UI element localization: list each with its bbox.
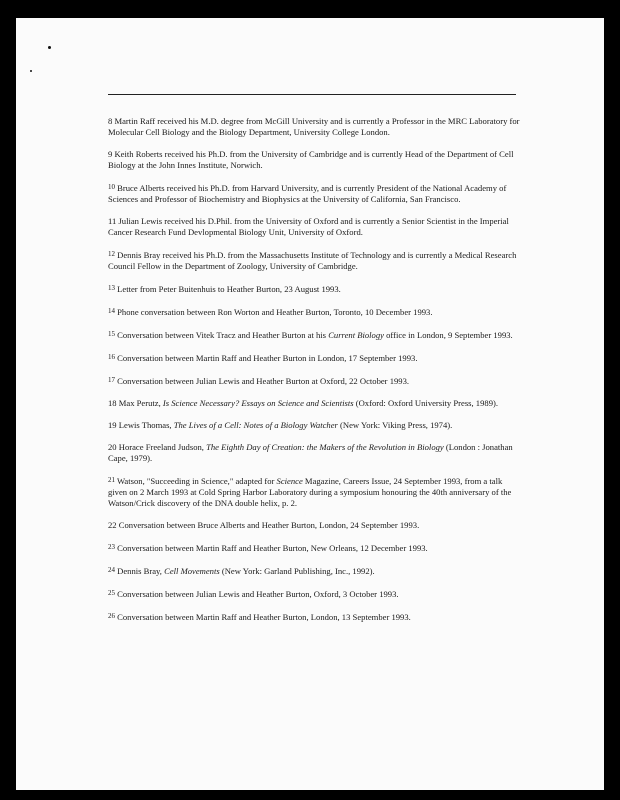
endnote-text: Max Perutz, [118,398,163,408]
endnote-text: Keith Roberts received his Ph.D. from the University of Cambridge and is currently Head of the Department of Cell Biology at the John Innes Institute, Norwich. [108,149,514,170]
endnote-20 [108,442,520,464]
endnote-number: 11 [108,216,117,226]
endnote-text: Dennis Bray received his Ph.D. from the Massachusetts Institute of Technology and is currently a Medical Research Council Fellow in the Department of Zoology, University of Cambridge. [108,250,517,271]
endnote-number: 9 [108,149,113,159]
endnote-number: 12 [108,250,115,258]
endnote-title: Current Biology [328,330,384,340]
endnote-text: Magazine, Careers Issue, 24 September 1993, from a talk given on 2 March 1993 at Cold Spring Harbor Laboratory during a symposium honouring the 40th anniversary of the Watson/Crick discovery of the DNA double helix, p. 2. [108,476,512,508]
endnote-12 [108,249,520,272]
endnote-26 [108,611,520,623]
endnote-number: 18 [108,398,117,408]
endnote-text: Conversation between Martin Raff and Heather Burton in London, 17 September 1993. [117,353,418,363]
endnote-number: 13 [108,284,115,292]
endnote-text: Letter from Peter Buitenhuis to Heather Burton, 23 August 1993. [117,284,341,294]
endnote-text: Conversation between Martin Raff and Heather Burton, London, 13 September 1993. [117,612,411,622]
endnote-number: 26 [108,612,115,620]
endnote-title: The Eighth Day of Creation: the Makers of the Revolution in Biology [206,442,444,452]
endnote-title: The Lives of a Cell: Notes of a Biology Watcher [173,420,338,430]
endnote-17 [108,375,520,387]
endnote-11 [108,216,520,238]
endnote-number: 15 [108,330,115,338]
endnote-text: Martin Raff received his M.D. degree from McGill University and is currently a Professor in the MRC Laboratory for Molecular Cell Biology and the Biology Department, University College London. [108,116,520,137]
endnote-text: Julian Lewis received his D.Phil. from the University of Oxford and is currently a Senior Scientist in the Imperial Cancer Research Fund Devlopmental Biology Unit, University of Oxford. [108,216,509,237]
scan-speck [48,46,51,49]
endnote-15 [108,329,520,341]
endnote-text: Horace Freeland Judson, [118,442,207,452]
endnote-8 [108,116,520,138]
endnote-number: 25 [108,589,115,597]
endnote-title: Cell Movements [164,566,220,576]
endnote-number: 8 [108,116,113,126]
endnote-number: 24 [108,566,115,574]
endnote-number: 22 [108,520,117,530]
endnote-number: 21 [108,476,115,484]
endnote-14 [108,306,520,318]
endnote-25 [108,588,520,600]
endnote-text: Conversation between Martin Raff and Heather Burton, New Orleans, 12 December 1993. [117,543,428,553]
endnote-text: Conversation between Julian Lewis and Heather Burton at Oxford, 22 October 1993. [117,376,410,386]
endnote-text: (London : Jonathan Cape, 1979). [108,442,513,463]
endnote-number: 17 [108,376,115,384]
document-page [16,18,604,790]
endnote-number: 19 [108,420,117,430]
endnote-text: Bruce Alberts received his Ph.D. from Harvard University, and is currently President of the National Academy of Sciences and Professor of Biochemistry and Biophysics at the University of California, San Francisco. [108,183,507,204]
endnote-title: Is Science Necessary? Essays on Science and Scientists [162,398,354,408]
endnote-text: (New York: Viking Press, 1974). [337,420,453,430]
endnote-text: Dennis Bray, [117,566,165,576]
endnote-10 [108,182,520,205]
scan-speck [30,70,32,72]
endnote-title: Science [276,476,303,486]
endnote-number: 20 [108,442,117,452]
endnote-text: Conversation between Vitek Tracz and Heather Burton at his [117,330,329,340]
endnote-18 [108,398,520,409]
endnote-text: Lewis Thomas, [118,420,174,430]
endnote-21 [108,475,520,509]
endnote-23 [108,542,520,554]
endnote-number: 23 [108,543,115,551]
endnote-text: Watson, "Succeeding in Science," adapted for [117,476,277,486]
endnote-text: (Oxford: Oxford University Press, 1989). [353,398,498,408]
endnote-text: office in London, 9 September 1993. [383,330,513,340]
endnote-number: 10 [108,183,115,191]
endnote-13 [108,283,520,295]
endnote-text: (New York: Garland Publishing, Inc., 1992). [219,566,375,576]
endnote-text: Conversation between Bruce Alberts and Heather Burton, London, 24 September 1993. [118,520,420,530]
endnote-number: 16 [108,353,115,361]
endnote-19 [108,420,520,431]
endnote-text: Phone conversation between Ron Worton and Heather Burton, Toronto, 10 December 1993. [117,307,433,317]
endnote-9 [108,149,520,171]
endnote-24 [108,565,520,577]
endnote-text: Conversation between Julian Lewis and Heather Burton, Oxford, 3 October 1993. [117,589,399,599]
footnote-rule [108,94,516,95]
endnote-22 [108,520,520,531]
endnote-number: 14 [108,307,115,315]
endnotes-list [108,116,520,634]
endnote-16 [108,352,520,364]
